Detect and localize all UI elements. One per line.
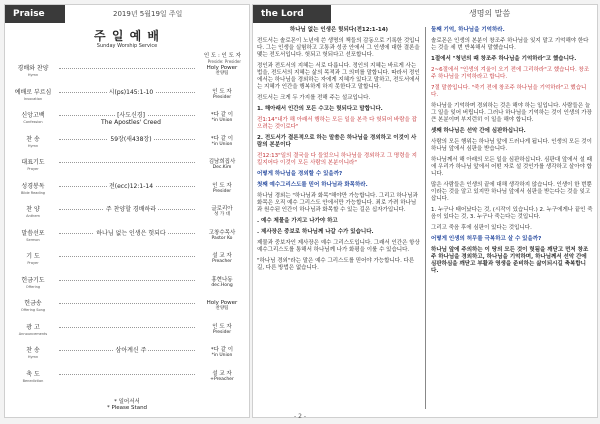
leader-name: 설 교 자 xyxy=(212,253,232,259)
leader-role: *in Union xyxy=(211,141,233,147)
order-item-leader xyxy=(199,159,245,171)
order-item-leader xyxy=(199,347,245,359)
service-date: 2019년 5월19일 주일 xyxy=(113,10,183,18)
worship-order-row xyxy=(11,136,245,154)
order-item-english: Confession xyxy=(23,120,43,124)
order-item-label: 찬 양 xyxy=(26,206,40,213)
leader-name: 고창수목사 xyxy=(208,229,236,236)
stand-note-en: * Please Stand xyxy=(106,405,148,411)
leader-line xyxy=(59,162,195,163)
leader-role: dec.Hong xyxy=(211,282,233,288)
worship-order-row xyxy=(11,89,245,107)
order-item-label: 기 도 xyxy=(26,253,40,260)
order-item-content xyxy=(61,136,201,143)
sermon-paragraph: 전12:13"일의 결국을 다 들었으니 하나님을 경외하고 그 명령을 지킬지어다 이것이 모든 사람의 본분이니라" xyxy=(257,153,417,166)
leader-name: *다 같 이 xyxy=(210,347,234,353)
order-item-english: Sermon xyxy=(26,237,40,242)
order-item-label: 성경봉독 xyxy=(21,182,45,190)
worship-order-row xyxy=(11,277,245,295)
leader-name: 인 도 자 xyxy=(212,88,232,95)
order-item-content xyxy=(61,347,201,354)
order-item-label: 찬 송 xyxy=(26,135,40,143)
worship-order-panel xyxy=(4,4,250,418)
sermon-paragraph: 그리고 죽음 후에 심판이 있다는 것입니다. xyxy=(431,225,532,231)
sermon-paragraph: 어떻게 인생의 허무를 극복하고 살 수 있을까? xyxy=(431,236,542,242)
leader-role: Dec.Kim xyxy=(212,165,232,170)
sermon-paragraph: "하나님 경외"라는 말은 예수 그리스도를 믿어야 가능합니다. 다른 길, 다른 방법은 없습니다. xyxy=(257,258,415,271)
sermon-paragraph: . 예수 제물을 가지고 나가야 하고 xyxy=(257,218,338,224)
leader-name: 인 도 자 xyxy=(212,182,232,189)
leader-role: 성 가 대 xyxy=(214,212,230,217)
leader-name: *다 같 이 xyxy=(210,112,234,118)
presider-label: 인 도 : 인 도 자 xyxy=(203,53,241,59)
order-item-content xyxy=(61,89,201,96)
order-item-label: 신앙고백 xyxy=(21,112,45,119)
sermon-paragraph: 7절 말씀입니다. "죽기 전에 창조주 하나님을 기억하라"고 했습니다. xyxy=(431,85,587,98)
leader-role: Preacher xyxy=(212,259,232,264)
order-item-english: Hymn xyxy=(27,143,39,148)
leader-role: 찬양팀 xyxy=(215,306,229,311)
sermon-paragraph: 1. 해아래서 인간의 모든 수고는 헛되다고 말합니다. xyxy=(257,106,383,112)
the-lord-header-label: the Lord xyxy=(253,5,331,23)
order-item-label: 축 도 xyxy=(26,370,40,378)
order-item-english: Hymn xyxy=(27,355,39,359)
order-item-content-line: 시(ps)145:1-10 xyxy=(108,88,154,96)
order-item-content-line: 주 찬양할 경배하라 xyxy=(105,206,157,213)
order-item-english: Announcements xyxy=(18,331,48,336)
sermon-paragraph: 셋째 하나님은 선악 간에 심판하십니다. xyxy=(431,128,526,134)
order-item-english: Prayer xyxy=(27,167,39,171)
order-item-content-line: 전(ecc)12:1-14 xyxy=(108,182,154,190)
order-item-label: 찬 송 xyxy=(26,347,40,354)
order-item-english: Bible Reading xyxy=(20,190,46,195)
order-item-english: Hymn xyxy=(27,73,39,77)
order-item-content xyxy=(61,183,201,190)
leader-line xyxy=(59,280,195,281)
order-item-label: 경배와 찬양 xyxy=(17,65,49,72)
order-item-english: Benediction xyxy=(22,378,44,383)
leader-name: 김남희집사 xyxy=(208,159,236,165)
sermon-paragraph: 제물과 중보자인 제사장은 예수 그리스도입니다. 그래서 인간은 항상 예수그리스도를 통해서 하나님께 나가 화평을 이룰 수 있습니다. xyxy=(257,240,420,253)
leader-role: +Preacher xyxy=(210,376,234,382)
order-item-leader xyxy=(199,324,245,336)
order-item-content-line: [사도신경] xyxy=(117,112,145,119)
column-divider xyxy=(425,27,426,409)
sermon-paragraph: 둘째 기억, 하나님을 기억하라. xyxy=(431,27,505,33)
order-item-leader xyxy=(199,89,245,101)
sermon-paragraph: 첫째 예수그리스도를 믿어 하나님과 화목하라. xyxy=(257,182,368,188)
page-number: - 2 - xyxy=(294,413,306,420)
leader-name: 설 교 자 xyxy=(212,370,232,377)
worship-order-row xyxy=(11,324,245,342)
leader-role: *in Union xyxy=(211,353,233,358)
sermon-panel xyxy=(252,4,598,418)
order-item-english: Anthem xyxy=(26,214,40,218)
sermon-paragraph: 솔로몬은 인생의 본분이 창조주 하나님을 잊지 말고 기억해야 한다는 것을 세 번 반복해서 말했습니다. xyxy=(431,38,589,51)
leader-line xyxy=(59,303,195,304)
leader-role: Presider xyxy=(212,94,232,100)
leader-line xyxy=(59,327,195,328)
order-item-leader xyxy=(199,136,245,148)
order-item-content-line: 삼아계신 주 xyxy=(115,347,147,354)
praise-header-label: Praise xyxy=(5,5,65,23)
worship-order-row xyxy=(11,371,245,389)
order-item-leader xyxy=(199,183,245,195)
sermon-paragraph: . 제사장은 중보로 하나님께 나갈 수가 있습니다. xyxy=(257,229,374,235)
worship-order-row xyxy=(11,112,245,130)
sermon-paragraph: 1. 누구나 태어났다는 것, (시작이 있습니다.) 2. 누구에게나 끝인 죽음이 있다는 것, 3. 누구나 죽는다는 것입니다. xyxy=(431,207,593,220)
leader-line xyxy=(59,68,195,69)
worship-order-row xyxy=(11,206,245,224)
leader-role: Pastor Ko xyxy=(211,235,233,241)
stand-note-ko: * 일어서서 xyxy=(114,399,140,405)
order-item-label: 대표기도 xyxy=(21,159,45,166)
order-item-label: 헌금기도 xyxy=(21,276,45,284)
leader-name: 인 도 자 xyxy=(212,323,232,330)
sermon-paragraph: 전도서는 크게 두 가지를 전해 주는 설교입니다. xyxy=(257,95,371,101)
order-item-content xyxy=(61,112,201,126)
worship-order-row xyxy=(11,159,245,177)
order-item-leader xyxy=(199,112,245,124)
worship-order-row xyxy=(11,230,245,248)
sermon-paragraph: 하나님께서 해 아래의 모든 일을 심판하십니다. 심판대 앞에서 설 때에 우리가 하나님 앞에서 어떤 자로 설 것인가를 생각하고 살아야 합니다. xyxy=(431,157,592,177)
sermon-paragraph: 2~6절에서 "인생의 겨울이 오기 전에 그리하라"고 했습니다. 창조주 하나님을 기억하라고 합니다. xyxy=(431,67,590,80)
order-item-leader xyxy=(199,277,245,289)
sermon-paragraph: 하나님 경외는 "하나님과 화목"해야만 가능합니다. 그리고 하나님과 화목은 오직 예수 그리스도 안에서만 가능합니다. 죄로 가려 하나님과 원수된 인간이 하나님과 화목할 수 있는 길은 십자가입니다. xyxy=(257,193,418,213)
sermon-paragraph: 많은 사람들은 인생의 끝에 대해 생각하지 않습니다. 인생이 한 번뿐이라는 것을 알고 있지만 하나님 앞에서 심판을 받는다는 것을 잊고 삽니다. xyxy=(431,182,592,202)
order-item-leader xyxy=(199,253,245,265)
sermon-column-left xyxy=(257,27,421,276)
sermon-column-right xyxy=(431,27,593,279)
order-item-english: Prayer xyxy=(27,261,39,265)
sermon-paragraph: 하나님 앞에 주의하는 이 땅의 모든 것이 헛됨을 깨닫고 먼저 창조주 하나님을 경외하고, 하나님을 기억하며, 하나님께서 선악 간에 심판하심을 깨닫고 부활과 영생을 준비하는 삶이되시길 축복합니다. xyxy=(431,247,589,274)
leader-line xyxy=(59,374,195,375)
worship-order-row xyxy=(11,347,245,365)
order-item-label: 말씀선포 xyxy=(21,229,45,237)
order-item-leader xyxy=(199,206,245,218)
sermon-paragraph: 사람의 모든 행위는 하나님 앞에 드러나게 됩니다. 인생의 모든 것이 하나님 앞에서 심판을 받습니다. xyxy=(431,139,592,152)
worship-order-row xyxy=(11,253,245,271)
sermon-paragraph: 전도서는 솔로몬이 노년에 쓴 생명의 책들의 감동으로 기록한 것입니다. 그는 인생을 실험하고 고통과 성공 안에서 그 인생에 대한 결론을 맺는 전도서입니다. 헛되고 헛되다고 선포합니다. xyxy=(257,38,420,58)
leader-role: 찬양팀 xyxy=(215,71,229,76)
sermon-paragraph: 어떻게 하나님을 경외할 수 있을까? xyxy=(257,171,343,177)
order-item-content-line: 59장(새438장) xyxy=(110,135,152,143)
order-item-leader xyxy=(199,230,245,242)
order-item-english: Offering xyxy=(25,284,41,289)
sermon-paragraph: 정인과 전도서의 지혜는 서로 다릅니다. 정인의 지혜는 바르게 사는 법을, 전도서의 지혜는 삶의 목적과 그 의미를 말합니다. 따라서 정인에서는 하나님을 경외하는 자에게 지혜가 있다고 말하고, 전도서에서는 지혜가 인간을 행복하게 하지 못한다고 말합니다. xyxy=(257,63,420,90)
worship-order-row xyxy=(11,65,245,83)
order-item-label: 예배로 부르심 xyxy=(14,88,52,96)
leader-line xyxy=(59,256,195,257)
worship-order-row xyxy=(11,183,245,201)
worship-title: 주 일 예 배 xyxy=(94,29,160,43)
sermon-section-title: 생명의 말씀 xyxy=(469,9,511,18)
presider-en: Preside: Presider xyxy=(207,59,241,64)
sermon-paragraph: 전1:14"내가 해 아래서 행하는 모든 일을 본즉 다 헛되어 바람을 잡으려는 것이로다" xyxy=(257,117,417,130)
leader-role: *in Union xyxy=(211,118,233,123)
order-item-content-line: 하나님 없는 인생은 헛되다 xyxy=(96,229,166,237)
leader-name: 홍현나동 xyxy=(211,276,233,283)
order-item-leader xyxy=(199,300,245,312)
leader-role: Presider xyxy=(212,329,232,335)
worship-subtitle: Sunday Worship Service xyxy=(96,43,158,49)
order-item-english: Offering Song xyxy=(20,308,46,312)
order-item-label: 광 고 xyxy=(26,323,40,331)
order-item-leader xyxy=(199,65,245,77)
sermon-paragraph: 2. 전도서가 결론적으로 하는 말씀은 하나님을 경외하고 이것이 사람의 본분이다 xyxy=(257,135,417,148)
order-item-content xyxy=(61,230,201,237)
leader-name: *다 같 이 xyxy=(210,135,234,142)
order-item-content xyxy=(61,206,201,213)
presider-line xyxy=(204,51,241,64)
leader-name: Holy Power xyxy=(206,65,238,71)
order-item-label: 헌금송 xyxy=(24,300,42,307)
sermon-paragraph: 하나님을 기억하며 경외하는 것은 해야 하는 일입니다. 사람들은 늘 그 일을 잊어 버립니다. 그러나 하나님을 기억하는 것이 인생의 가장 큰 본분이며 부지런히 이 일을 해야 합니다. xyxy=(431,103,592,123)
order-item-leader xyxy=(199,371,245,383)
sermon-paragraph: 하나님 없는 인생은 헛되다(전12:1-14) xyxy=(289,27,389,33)
sermon-paragraph: 1절에서 "청년의 때 창조주 하나님을 기억하라"고 했습니다. xyxy=(431,56,577,62)
worship-order-row xyxy=(11,300,245,318)
order-item-english: Invocation xyxy=(23,96,43,101)
leader-name: 글로리아 xyxy=(211,206,233,212)
leader-role: Presider xyxy=(212,188,232,194)
order-item-content-line: The Apostles' Creed xyxy=(101,119,161,126)
leader-name: Holy Power xyxy=(206,300,238,306)
